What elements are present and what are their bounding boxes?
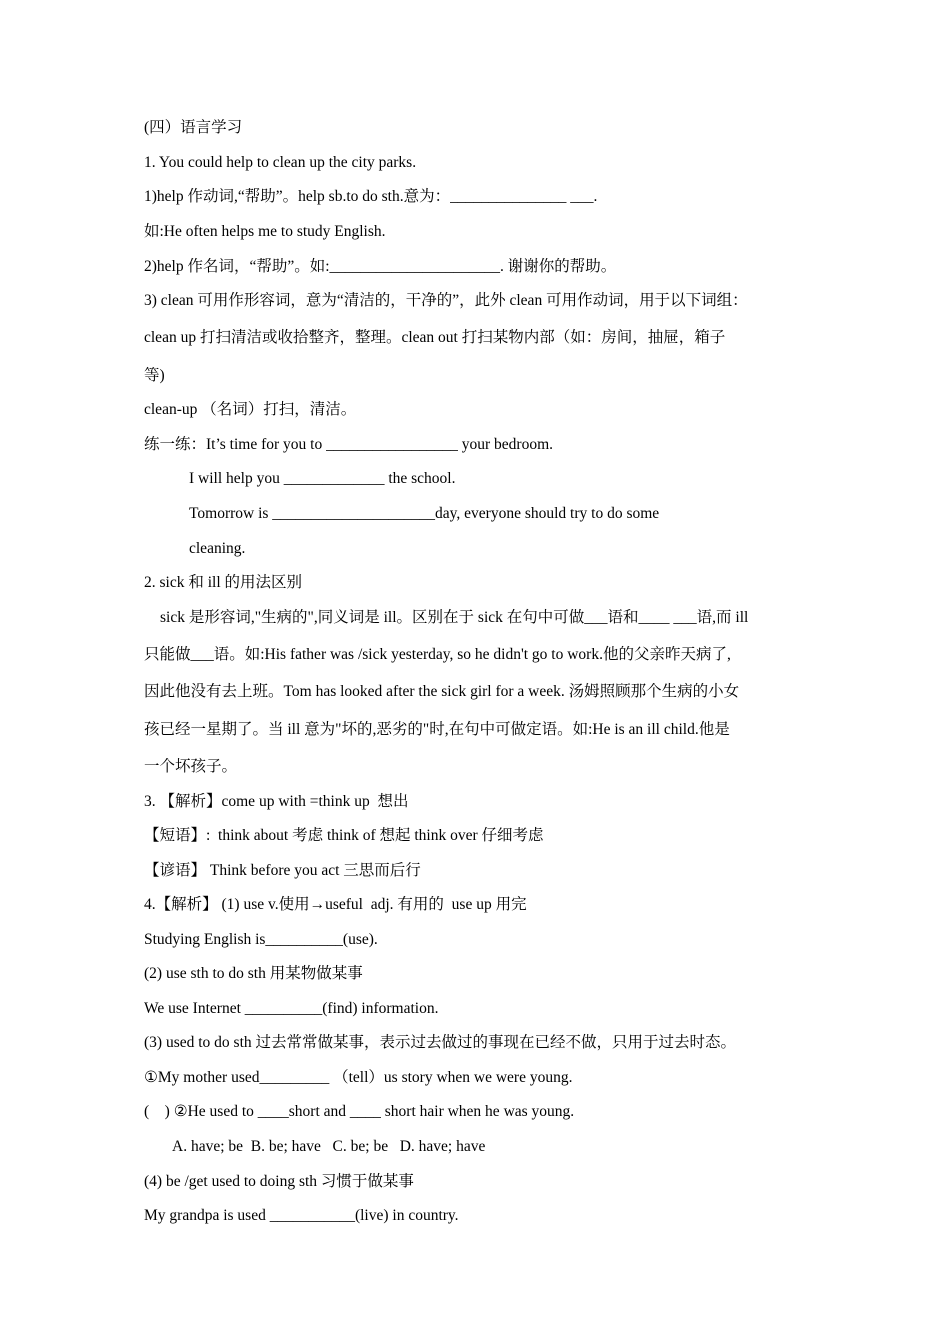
help-verb-example: 如:He often helps me to study English. bbox=[144, 223, 386, 240]
item-4-exercise-4: My grandpa is used ___________(live) in country. bbox=[144, 1207, 459, 1224]
item-4-choices: A. have; be B. be; have C. be; be D. have; have bbox=[172, 1138, 486, 1155]
practice-line-1: 练一练：It’s time for you to _________________ your bedroom. bbox=[144, 436, 553, 453]
item-4-exercise-2: We use Internet __________(find) information. bbox=[144, 1000, 439, 1017]
clean-note-line-1: 3) clean 可用作形容词，意为“清洁的，干净的”，此外 clean 可用作动词，用于以下词组： bbox=[144, 292, 748, 309]
sick-ill-para-line-3: 因此他没有去上班。Tom has looked after the sick girl for a week. 汤姆照顾那个生病的小女 bbox=[144, 683, 740, 700]
sick-ill-para-line-5: 一个坏孩子。 bbox=[144, 758, 238, 775]
help-verb-note: 1)help 作动词,“帮助”。help sb.to do sth.意为：_______________ ___. bbox=[144, 188, 598, 205]
item-3-analysis: 3. 【解析】come up with =think up 想出 bbox=[144, 793, 409, 810]
practice-line-3: Tomorrow is _____________________day, everyone should try to do some bbox=[189, 505, 660, 522]
clean-note-line-2: clean up 打扫清洁或收拾整齐，整理。clean out 打扫某物内部（如：房间，抽屉，箱子 bbox=[144, 329, 726, 346]
item-4-usage-3: (3) used to do sth 过去常常做某事，表示过去做过的事现在已经不做，只用于过去时态。 bbox=[144, 1034, 737, 1051]
section-heading: (四）语言学习 bbox=[144, 119, 243, 136]
item-1-sentence: 1. You could help to clean up the city parks. bbox=[144, 154, 417, 171]
sick-ill-para-line-2: 只能做___语。如:His father was /sick yesterday, so he didn't go to work.他的父亲昨天病了, bbox=[144, 646, 731, 663]
item-3-proverb: 【谚语】 Think before you act 三思而后行 bbox=[144, 862, 421, 879]
clean-up-noun-note: clean-up （名词）打扫，清洁。 bbox=[144, 401, 357, 418]
item-2-heading: 2. sick 和 ill 的用法区别 bbox=[144, 574, 303, 591]
item-4-usage-4: (4) be /get used to doing sth 习惯于做某事 bbox=[144, 1173, 414, 1190]
item-4-usage-2: (2) use sth to do sth 用某物做某事 bbox=[144, 965, 363, 982]
item-3-phrases: 【短语】: think about 考虑 think of 想起 think over 仔细考虑 bbox=[144, 827, 544, 844]
item-4-exercise-3a: ①My mother used_________ （tell）us story when we were young. bbox=[144, 1069, 573, 1086]
help-noun-note: 2)help 作名词，“帮助”。如:______________________. 谢谢你的帮助。 bbox=[144, 258, 617, 275]
item-4-analysis: 4.【解析】 (1) use v.使用→useful adj. 有用的 use up 用完 bbox=[144, 896, 527, 913]
practice-line-4: cleaning. bbox=[189, 540, 246, 557]
item-4-exercise-3b: ( ) ②He used to ____short and ____ short hair when he was young. bbox=[144, 1103, 575, 1120]
sick-ill-para-line-1: sick 是形容词,"生病的",同义词是 ill。区别在于 sick 在句中可做___语和____ ___语,而 ill bbox=[160, 609, 749, 626]
practice-line-2: I will help you _____________ the school. bbox=[189, 470, 456, 487]
sick-ill-para-line-4: 孩已经一星期了。当 ill 意为"坏的,恶劣的"时,在句中可做定语。如:He is an ill child.他是 bbox=[144, 721, 730, 738]
clean-note-line-3: 等) bbox=[144, 367, 165, 384]
item-4-exercise-1: Studying English is__________(use). bbox=[144, 931, 378, 948]
